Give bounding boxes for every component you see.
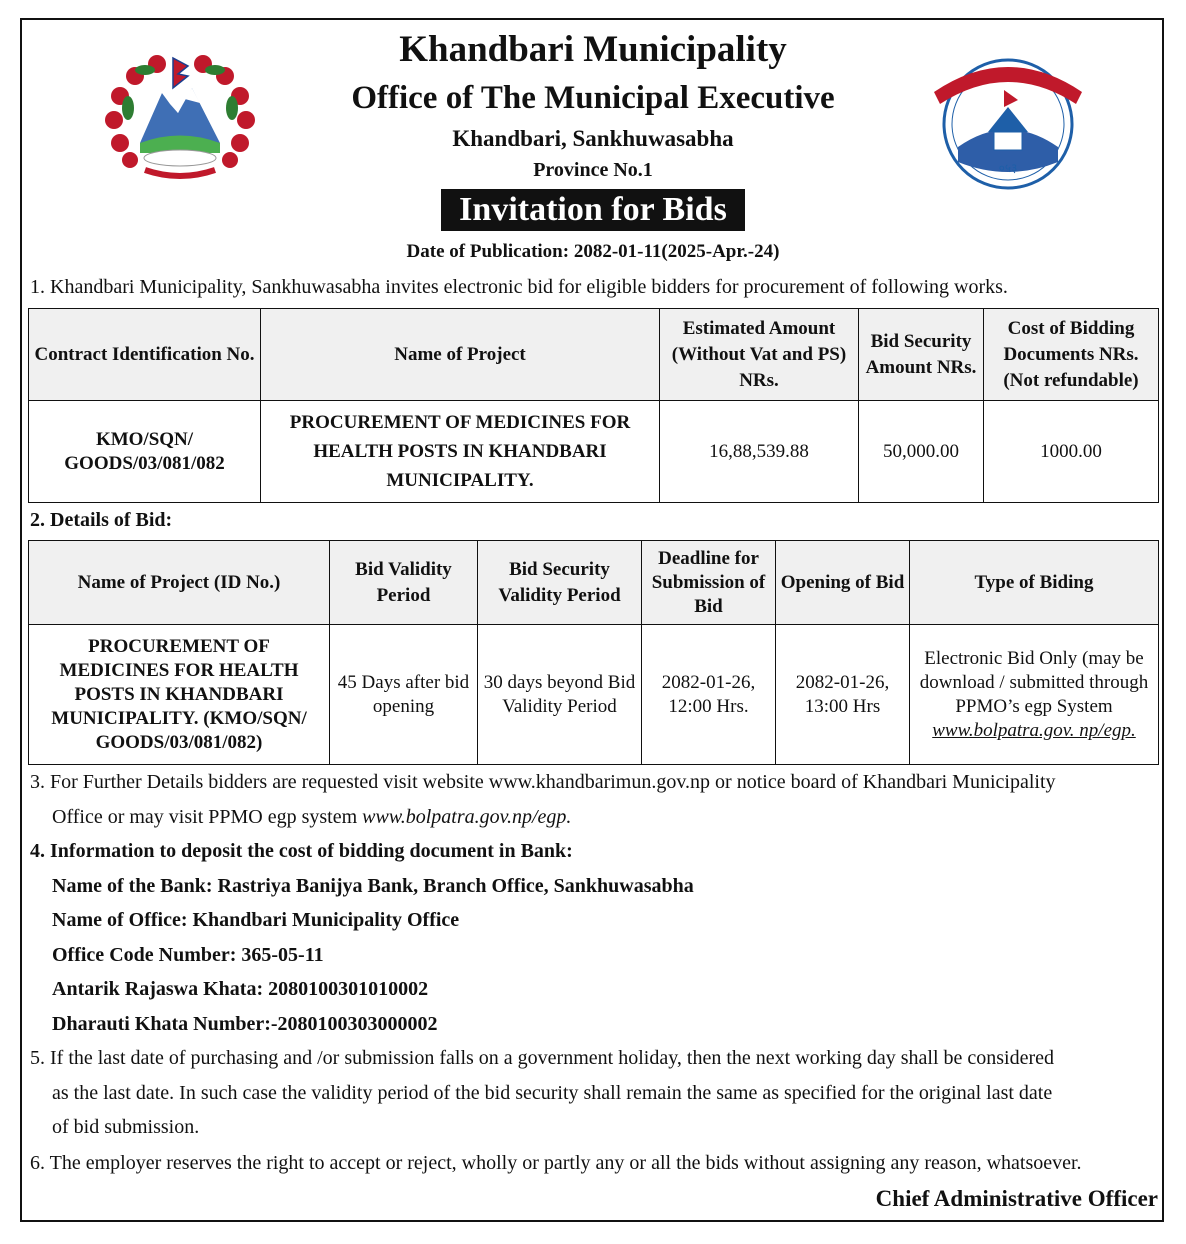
cell-validity: 45 Days after bid opening — [330, 625, 478, 765]
col-type: Type of Biding — [910, 541, 1159, 625]
cell-opening: 2082-01-26, 13:00 Hrs — [776, 625, 910, 765]
cell-project-id: PROCUREMENT OF MEDICINES FOR HEALTH POSTS IN KHANDBARI MUNICIPALITY. (KMO/SQN/ GOODS/03/081/082) — [29, 625, 330, 765]
cell-project: PROCUREMENT OF MEDICINES FOR HEALTH POSTS IN KHANDBARI MUNICIPALITY. — [261, 401, 660, 503]
col-bidding-cost: Cost of Bidding Documents NRs. (Not refundable) — [984, 309, 1159, 401]
office-code: Office Code Number: 365-05-11 — [52, 944, 324, 966]
col-project-id: Name of Project (ID No.) — [29, 541, 330, 625]
cell-security-validity: 30 days beyond Bid Validity Period — [478, 625, 642, 765]
col-estimated-amount: Estimated Amount (Without Vat and PS) NRs. — [660, 309, 859, 401]
notice-title: Invitation for Bids — [441, 189, 745, 231]
col-bid-security: Bid Security Amount NRs. — [859, 309, 984, 401]
col-deadline: Deadline for Submission of Bid — [642, 541, 776, 625]
col-opening: Opening of Bid — [776, 541, 910, 625]
office-name-line: Name of Office: Khandbari Municipality Office — [52, 909, 460, 931]
section5-line1: 5. If the last date of purchasing and /or submission falls on a government holiday, then the next working day shall be considered — [30, 1047, 1055, 1069]
col-bid-validity: Bid Validity Period — [330, 541, 478, 625]
section3-text: Office or may visit PPMO egp system — [52, 806, 363, 828]
section3-line2 — [52, 800, 571, 834]
table-row — [29, 625, 1159, 765]
cell-contract-id: KMO/SQN/ GOODS/03/081/082 — [29, 401, 261, 503]
table-row — [29, 401, 1159, 503]
bid-details-table — [28, 540, 1159, 765]
section3-line1: 3. For Further Details bidders are requested visit website www.khandbarimun.gov.np or notice board of Khandbari Municipality — [30, 771, 1056, 793]
bolpatra-link-2[interactable]: www.bolpatra.gov.np/egp. — [362, 806, 572, 828]
svg-text:०५३: ०५३ — [998, 161, 1018, 175]
cell-estimated: 16,88,539.88 — [660, 401, 859, 503]
bank-name: Name of the Bank: Rastriya Banijya Bank, Branch Office, Sankhuwasabha — [52, 875, 694, 897]
section4-title: 4. Information to deposit the cost of bidding document in Bank: — [30, 840, 573, 862]
cell-security: 50,000.00 — [859, 401, 984, 503]
section5-line3: of bid submission. — [52, 1116, 200, 1138]
section2-title: 2. Details of Bid: — [30, 509, 173, 531]
section6-text: 6. The employer reserves the right to accept or reject, wholly or partly any or all the bids without assigning any reason, whatsoever. — [30, 1152, 1082, 1174]
municipality-name: Khandbari Municipality — [399, 29, 787, 70]
publication-date: Date of Publication: 2082-01-11(2025-Apr.-24) — [406, 241, 780, 262]
col-security-validity: Bid Security Validity Period — [478, 541, 642, 625]
cell-deadline: 2082-01-26, 12:00 Hrs. — [642, 625, 776, 765]
signature: Chief Administrative Officer — [875, 1186, 1158, 1211]
dharauti-khata: Dharauti Khata Number:-2080100303000002 — [52, 1013, 438, 1035]
office-name: Office of The Municipal Executive — [351, 80, 835, 116]
cell-type-text: Electronic Bid Only (may be download / submitted through PPMO’s egp System — [919, 647, 1149, 717]
section1-text: 1. Khandbari Municipality, Sankhuwasabha invites electronic bid for eligible bidders for procurement of following works. — [30, 276, 1008, 298]
antarik-khata: Antarik Rajaswa Khata: 2080100301010002 — [52, 978, 429, 1000]
contract-table — [28, 308, 1159, 503]
cell-type — [910, 625, 1159, 765]
province: Province No.1 — [533, 159, 653, 181]
cell-cost: 1000.00 — [984, 401, 1159, 503]
col-project-name: Name of Project — [261, 309, 660, 401]
bolpatra-link[interactable]: www.bolpatra.gov. np/egp. — [932, 719, 1136, 741]
location: Khandbari, Sankhuwasabha — [452, 126, 734, 151]
col-contract-id: Contract Identification No. — [29, 309, 261, 401]
section5-line2: as the last date. In such case the validity period of the bid security shall remain the same as specified for the original last date — [52, 1082, 1053, 1104]
